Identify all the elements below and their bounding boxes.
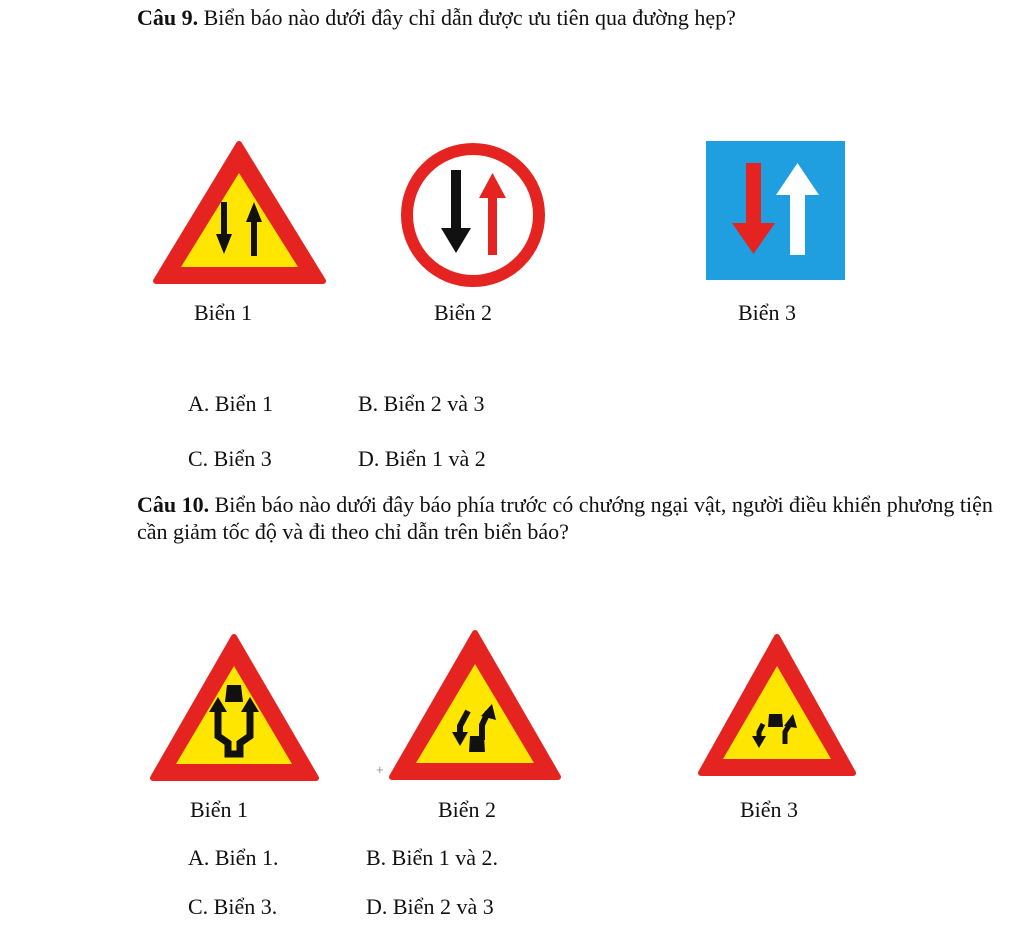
- q10-sign-1-caption: Biển 1: [190, 797, 249, 822]
- question-9-text: Biển báo nào dưới đây chỉ dẫn được ưu tiên qua đường hẹp?: [198, 5, 736, 30]
- q9-option-b: B. Biển 2 và 3: [358, 391, 485, 416]
- q10-option-b: B. Biển 1 và 2.: [366, 845, 498, 870]
- q10-sign-3-caption: Biển 3: [740, 797, 799, 822]
- obstacle-pass-right-sign: [697, 632, 857, 778]
- q9-option-a: A. Biển 1: [188, 391, 273, 416]
- question-9-number: Câu 9.: [137, 5, 199, 30]
- priority-over-oncoming-traffic-sign: [706, 141, 845, 280]
- question-10-text: Biển báo nào dưới đây báo phía trước có chướng ngại vật, người điều khiển phương tiện cần giảm tốc độ và đi theo chỉ dẫn trên biển báo?: [137, 492, 993, 544]
- q9-sign-3-caption: Biển 3: [738, 300, 797, 325]
- q9-sign-2-caption: Biển 2: [434, 300, 493, 325]
- q9-option-c: C. Biển 3: [188, 446, 272, 471]
- give-way-to-oncoming-traffic-sign: [398, 140, 548, 290]
- q9-option-d: D. Biển 1 và 2: [358, 446, 486, 471]
- obstacle-pass-left-sign: [388, 628, 562, 782]
- warning-two-way-traffic-sign: [152, 140, 327, 285]
- q10-option-d: D. Biển 2 và 3: [366, 894, 494, 919]
- plus-mark: +: [376, 762, 384, 777]
- q10-option-c: C. Biển 3.: [188, 894, 278, 919]
- q10-sign-2-caption: Biển 2: [438, 797, 497, 822]
- obstacle-pass-both-sides-sign: [149, 632, 320, 783]
- q10-option-a: A. Biển 1.: [188, 845, 279, 870]
- question-10-number: Câu 10.: [137, 492, 210, 517]
- question-10-title: [137, 491, 1017, 545]
- question-9-title: [137, 4, 736, 31]
- q9-sign-1-caption: Biển 1: [194, 300, 253, 325]
